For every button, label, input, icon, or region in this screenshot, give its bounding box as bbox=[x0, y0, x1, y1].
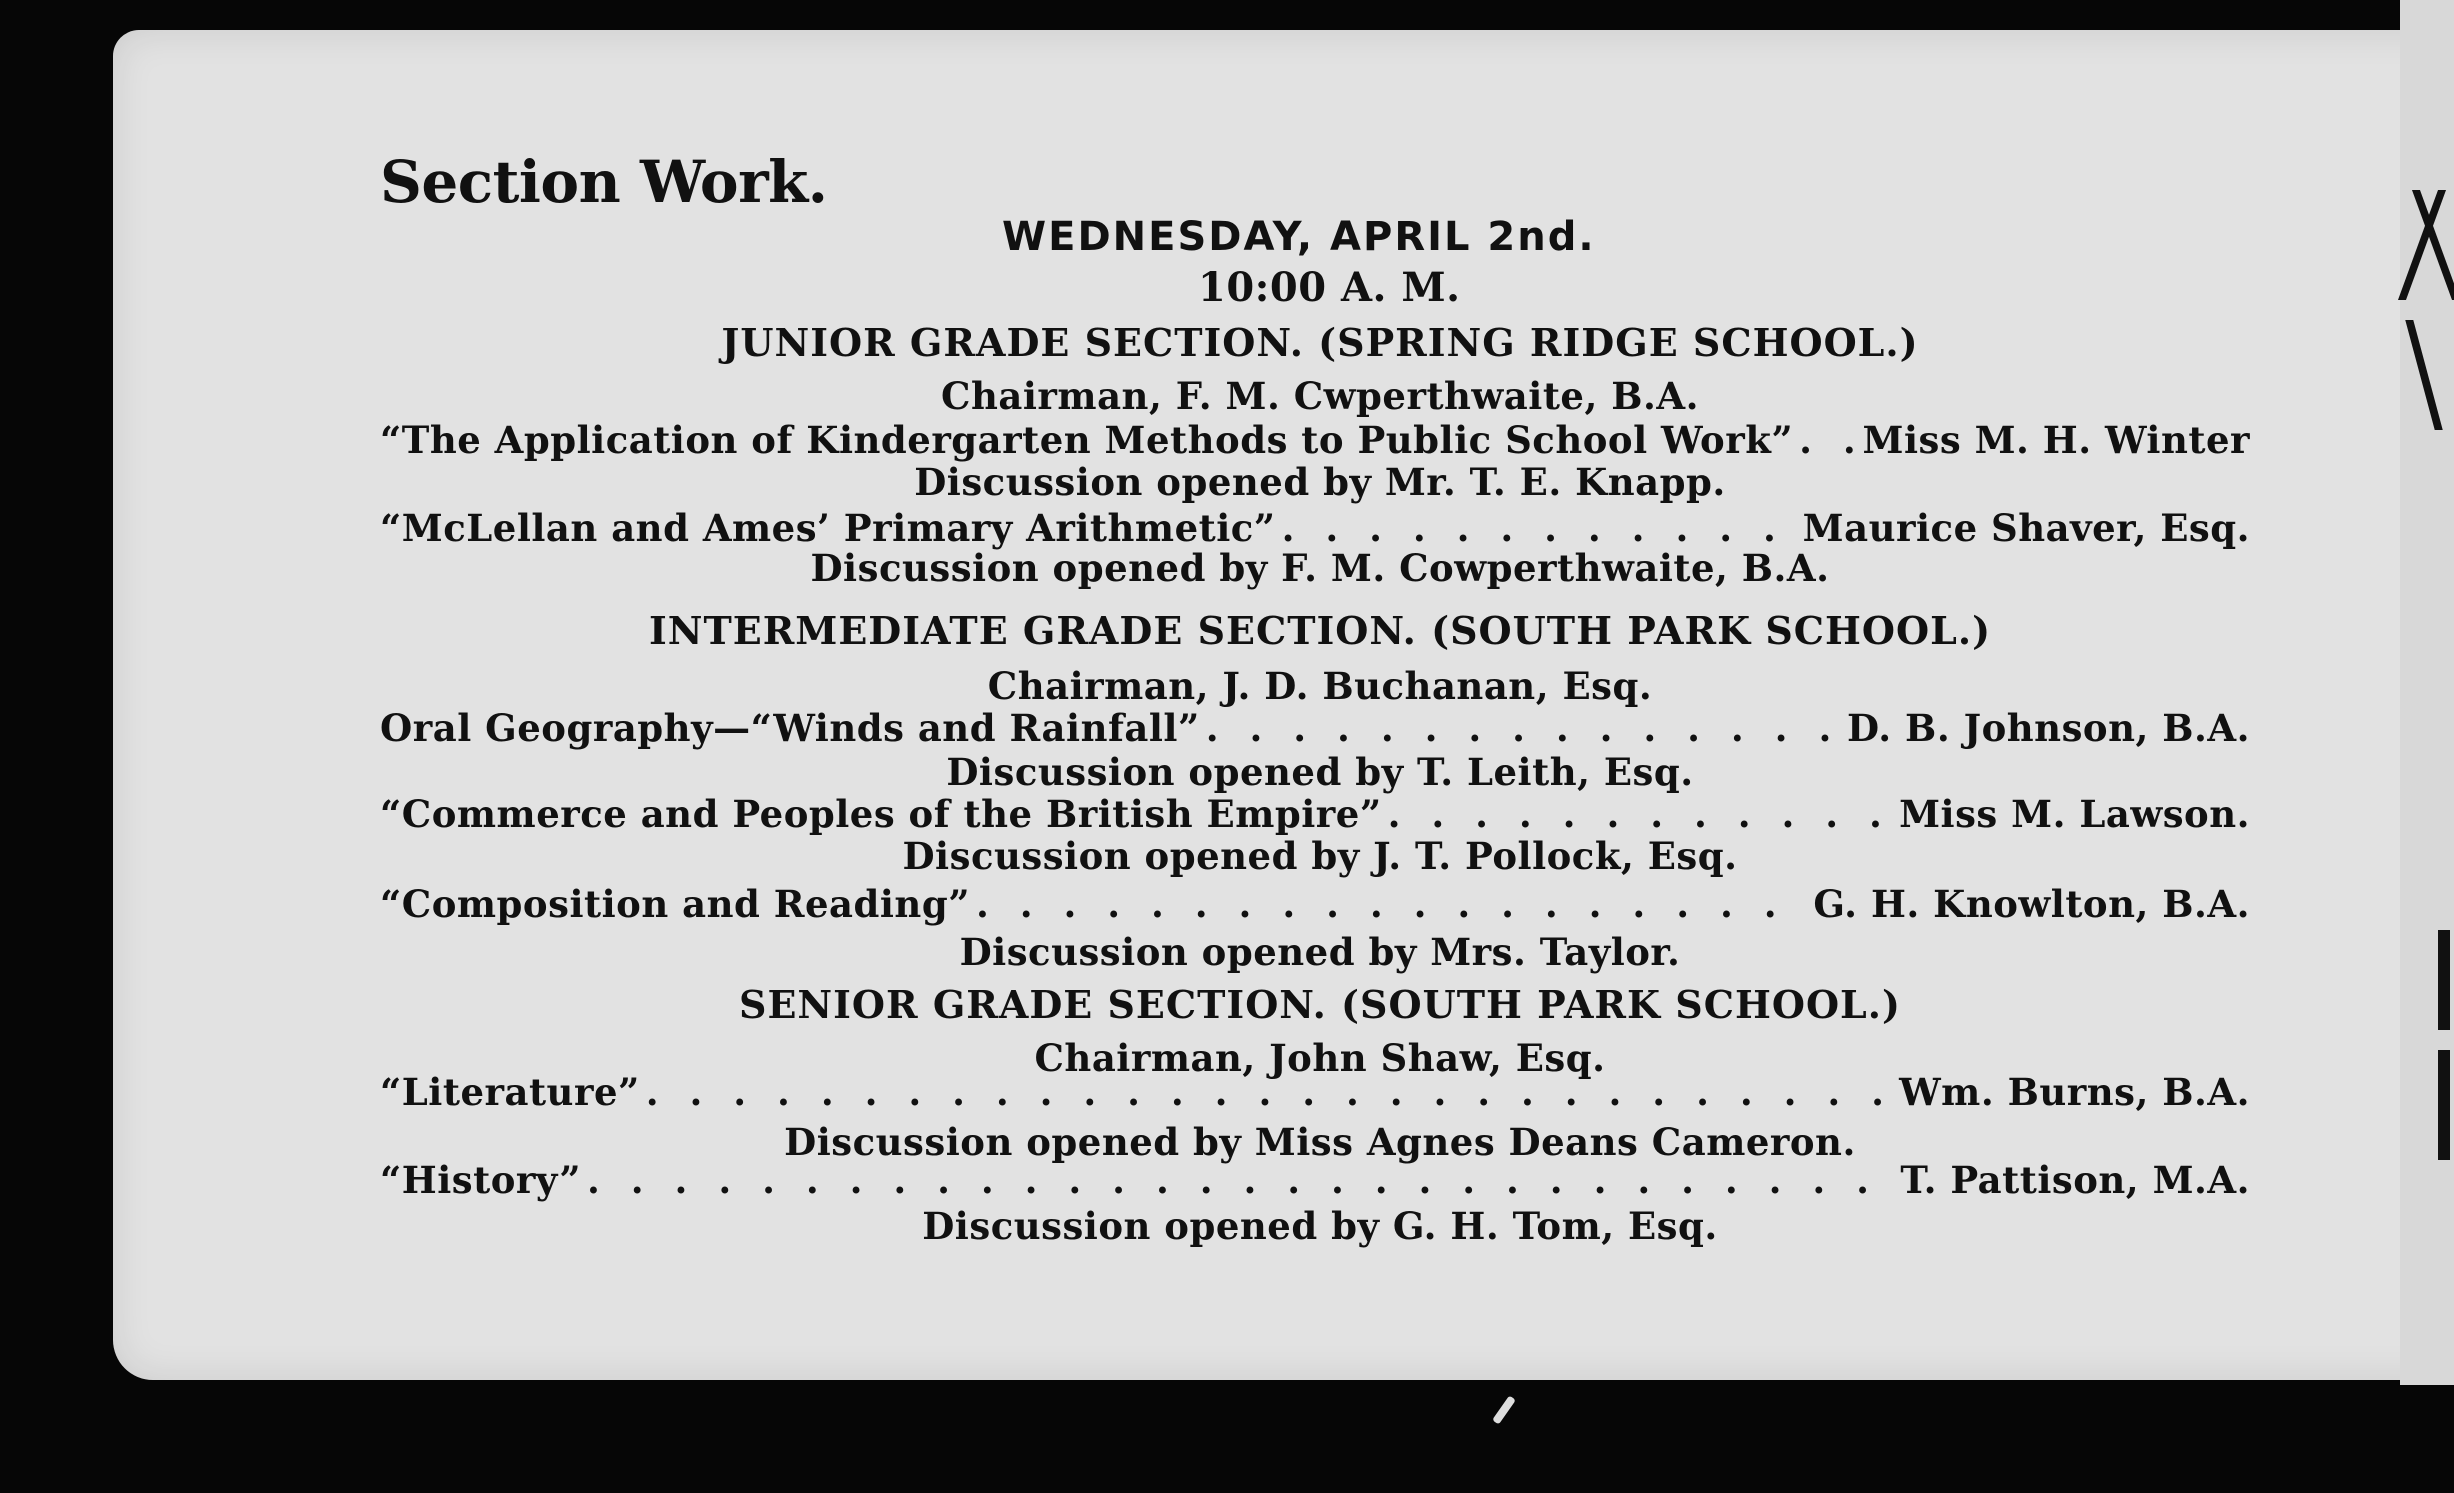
program-item bbox=[380, 1070, 2250, 1114]
item-speaker: Maurice Shaver, Esq. bbox=[1802, 506, 2250, 550]
dot-leader bbox=[1282, 506, 1797, 550]
item-topic: “Literature” bbox=[380, 1070, 640, 1114]
program-item bbox=[380, 1158, 2250, 1202]
item-speaker: T. Pattison, M.A. bbox=[1900, 1158, 2250, 1202]
item-discussion: Discussion opened by G. H. Tom, Esq. bbox=[922, 1204, 1718, 1248]
program-item bbox=[380, 706, 2250, 750]
section-title-junior: JUNIOR GRADE SECTION. (SPRING RIDGE SCHOOL.) bbox=[721, 320, 1919, 365]
dot-leader bbox=[976, 882, 1807, 926]
dot-leader bbox=[1388, 792, 1893, 836]
section-title-intermediate: INTERMEDIATE GRADE SECTION. (SOUTH PARK SCHOOL.) bbox=[648, 608, 1992, 653]
item-topic: “History” bbox=[380, 1158, 582, 1202]
program-item bbox=[380, 506, 2250, 550]
item-discussion: Discussion opened by Mr. T. E. Knapp. bbox=[914, 460, 1726, 504]
program-item bbox=[380, 418, 2250, 462]
section-title-senior: SENIOR GRADE SECTION. (SOUTH PARK SCHOOL.) bbox=[739, 982, 1901, 1027]
item-topic: “McLellan and Ames’ Primary Arithmetic” bbox=[380, 506, 1276, 550]
program-item bbox=[380, 882, 2250, 926]
item-speaker: G. H. Knowlton, B.A. bbox=[1813, 882, 2250, 926]
section-heading: Section Work. bbox=[380, 148, 828, 216]
program-item bbox=[380, 792, 2250, 836]
item-speaker: Wm. Burns, B.A. bbox=[1899, 1070, 2250, 1114]
item-discussion: Discussion opened by Mrs. Taylor. bbox=[959, 930, 1681, 974]
item-discussion: Discussion opened by T. Leith, Esq. bbox=[946, 750, 1694, 794]
dot-leader bbox=[1799, 418, 1856, 462]
item-speaker: D. B. Johnson, B.A. bbox=[1847, 706, 2250, 750]
item-topic: Oral Geography—“Winds and Rainfall” bbox=[380, 706, 1200, 750]
scan-speck bbox=[1492, 1395, 1516, 1424]
dot-leader bbox=[1206, 706, 1841, 750]
item-discussion: Discussion opened by Miss Agnes Deans Cameron. bbox=[784, 1120, 1856, 1164]
item-speaker: Miss M. Lawson. bbox=[1899, 792, 2250, 836]
time-heading: 10:00 A. M. bbox=[1198, 264, 1461, 311]
chairman-intermediate: Chairman, J. D. Buchanan, Esq. bbox=[987, 664, 1653, 708]
item-topic: “Commerce and Peoples of the British Empire” bbox=[380, 792, 1382, 836]
day-heading: WEDNESDAY, APRIL 2nd. bbox=[1002, 214, 1596, 260]
item-topic: “Composition and Reading” bbox=[380, 882, 970, 926]
dot-leader bbox=[587, 1158, 1894, 1202]
chairman-junior: Chairman, F. M. Cwperthwaite, B.A. bbox=[941, 374, 1699, 418]
item-discussion: Discussion opened by F. M. Cowperthwaite, B.A. bbox=[810, 546, 1830, 590]
item-discussion: Discussion opened by J. T. Pollock, Esq. bbox=[902, 834, 1738, 878]
dot-leader bbox=[646, 1070, 1893, 1114]
chairman-senior: Chairman, John Shaw, Esq. bbox=[1034, 1036, 1606, 1080]
item-speaker: Miss M. H. Winter bbox=[1862, 418, 2250, 462]
item-topic: “The Application of Kindergarten Methods to Public School Work” bbox=[380, 418, 1794, 462]
